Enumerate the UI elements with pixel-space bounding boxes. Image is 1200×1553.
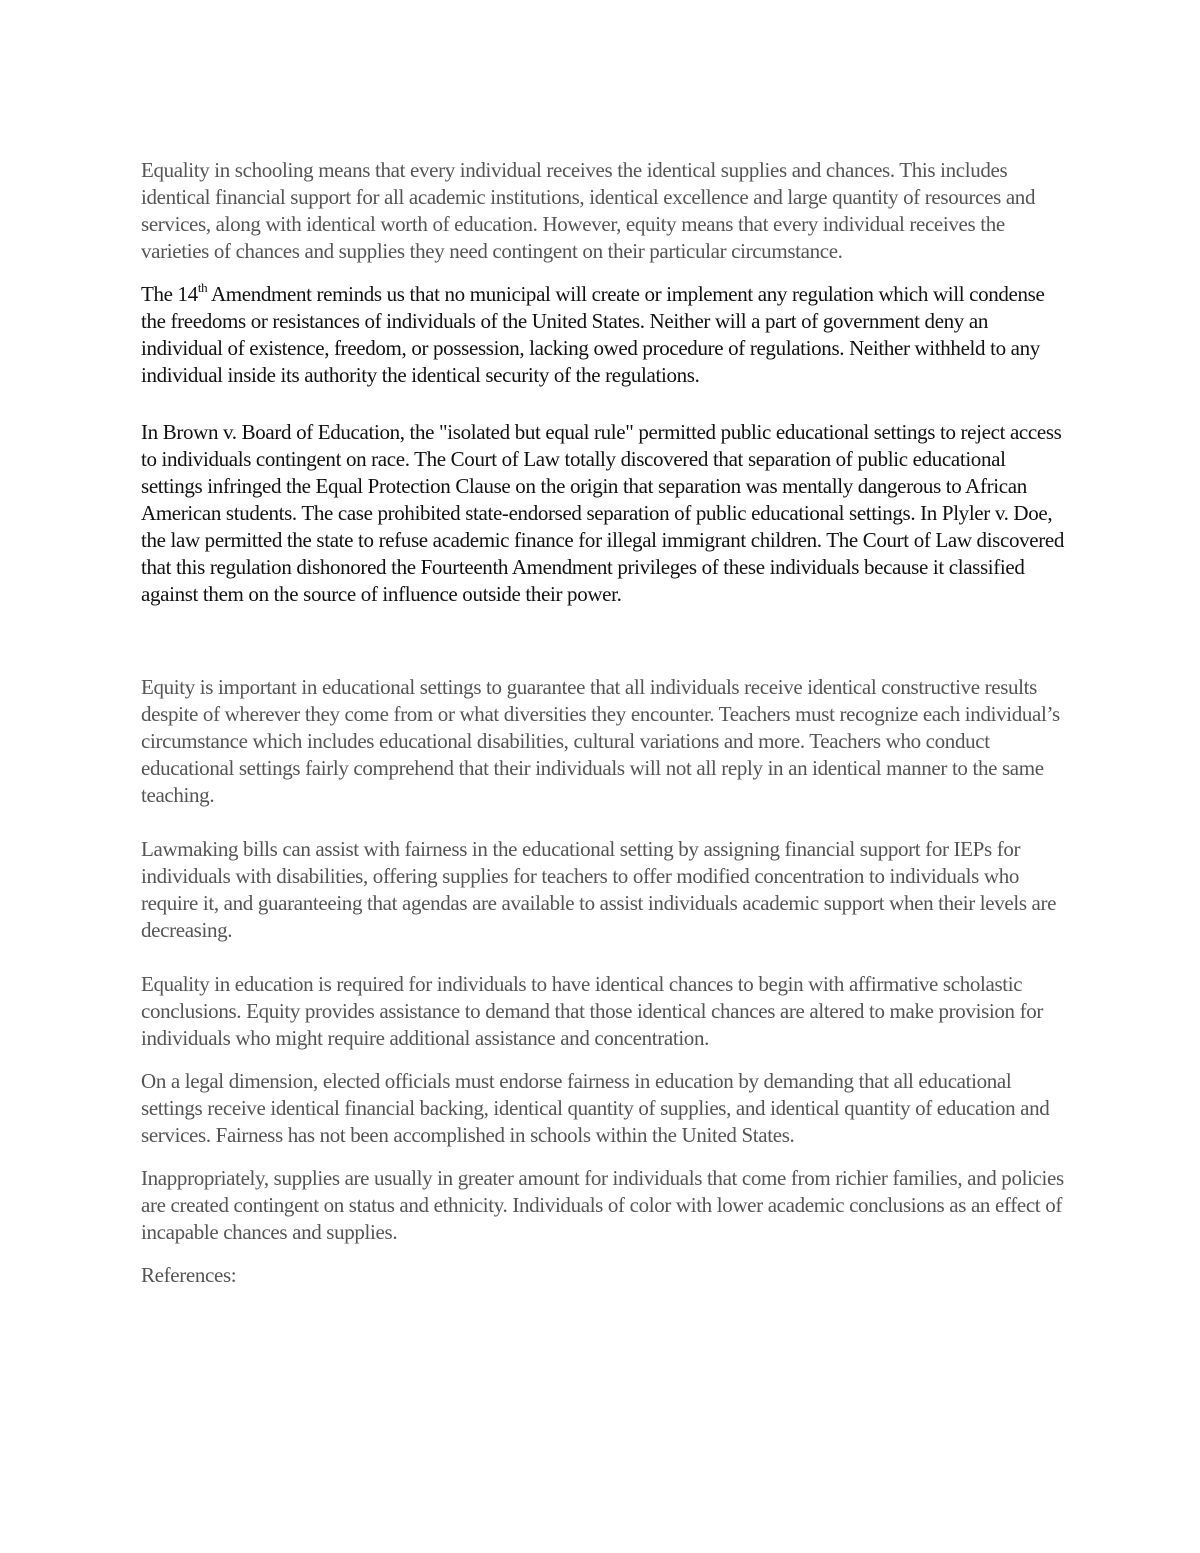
document-body [141,157,1066,1289]
paragraph-court-cases: In Brown v. Board of Education, the "isolated but equal rule" permitted public educational settings to reject access to individuals contingent on race. The Court of Law totally discovered that separation of public educational settings infringed the Equal Protection Clause on the origin that separation was mentally dangerous to African American students. The case prohibited state-endorsed separation of public educational settings. In Plyler v. Doe, the law permitted the state to refuse academic finance for illegal immigrant children. The Court of Law discovered that this regulation dishonored the Fourteenth Amendment privileges of these individuals because it classified against them on the source of influence outside their power. [141,420,1065,606]
paragraph-inappropriately: Inappropriately, supplies are usually in greater amount for individuals that come from richier families, and policies are created contingent on status and ethnicity. Individuals of color with lower academic conclusions as an effect of incapable chances and supplies. [141,1166,1064,1244]
paragraph-lawmaking-bills: Lawmaking bills can assist with fairness in the educational setting by assigning financial support for IEPs for individuals with disabilities, offering supplies for teachers to offer modified concentration to individuals who require it, and guaranteeing that agendas are available to assist individuals academic support when their levels are decreasing. [141,837,1057,942]
paragraph-equality-required: Equality in education is required for individuals to have identical chances to begin with affirmative scholastic conclusions. Equity provides assistance to demand that those identical chances are altered to make provision for individuals who might require additional assistance and concentration. [141,972,1044,1050]
paragraph-14th-amendment-start: The 14 [141,282,198,306]
paragraph-14th-amendment-rest: Amendment reminds us that no municipal will create or implement any regulation which will condense the freedoms or resistances of individuals of the United States. Neither will a part of government deny an individual of existence, freedom, or possession, lacking owed procedure of regulations. Neither withheld to any individual inside its authority the identical security of the regulations. [141,282,1045,387]
ordinal-superscript: th [197,280,208,295]
paragraph-14th-amendment [141,281,1066,389]
paragraph-equality-definition: Equality in schooling means that every individual receives the identical supplies and chances. This includes identical financial support for all academic institutions, identical excellence and large quantity of resources and services, along with identical worth of education. However, equity means that every individual receives the varieties of chances and supplies they need contingent on their particular circumstance. [141,158,1036,263]
references-heading: References: [141,1263,237,1287]
paragraph-legal-dimension: On a legal dimension, elected officials must endorse fairness in education by demanding that all educational settings receive identical financial backing, identical quantity of supplies, and identical quantity of education and services. Fairness has not been accomplished in schools within the United States. [141,1069,1050,1147]
paragraph-equity-importance: Equity is important in educational settings to guarantee that all individuals receive identical constructive results despite of wherever they come from or what diversities they encounter. Teachers must recognize each individual’s circumstance which includes educational disabilities, cultural variations and more. Teachers who conduct educational settings fairly comprehend that their individuals will not all reply in an identical manner to the same teaching. [141,675,1060,807]
